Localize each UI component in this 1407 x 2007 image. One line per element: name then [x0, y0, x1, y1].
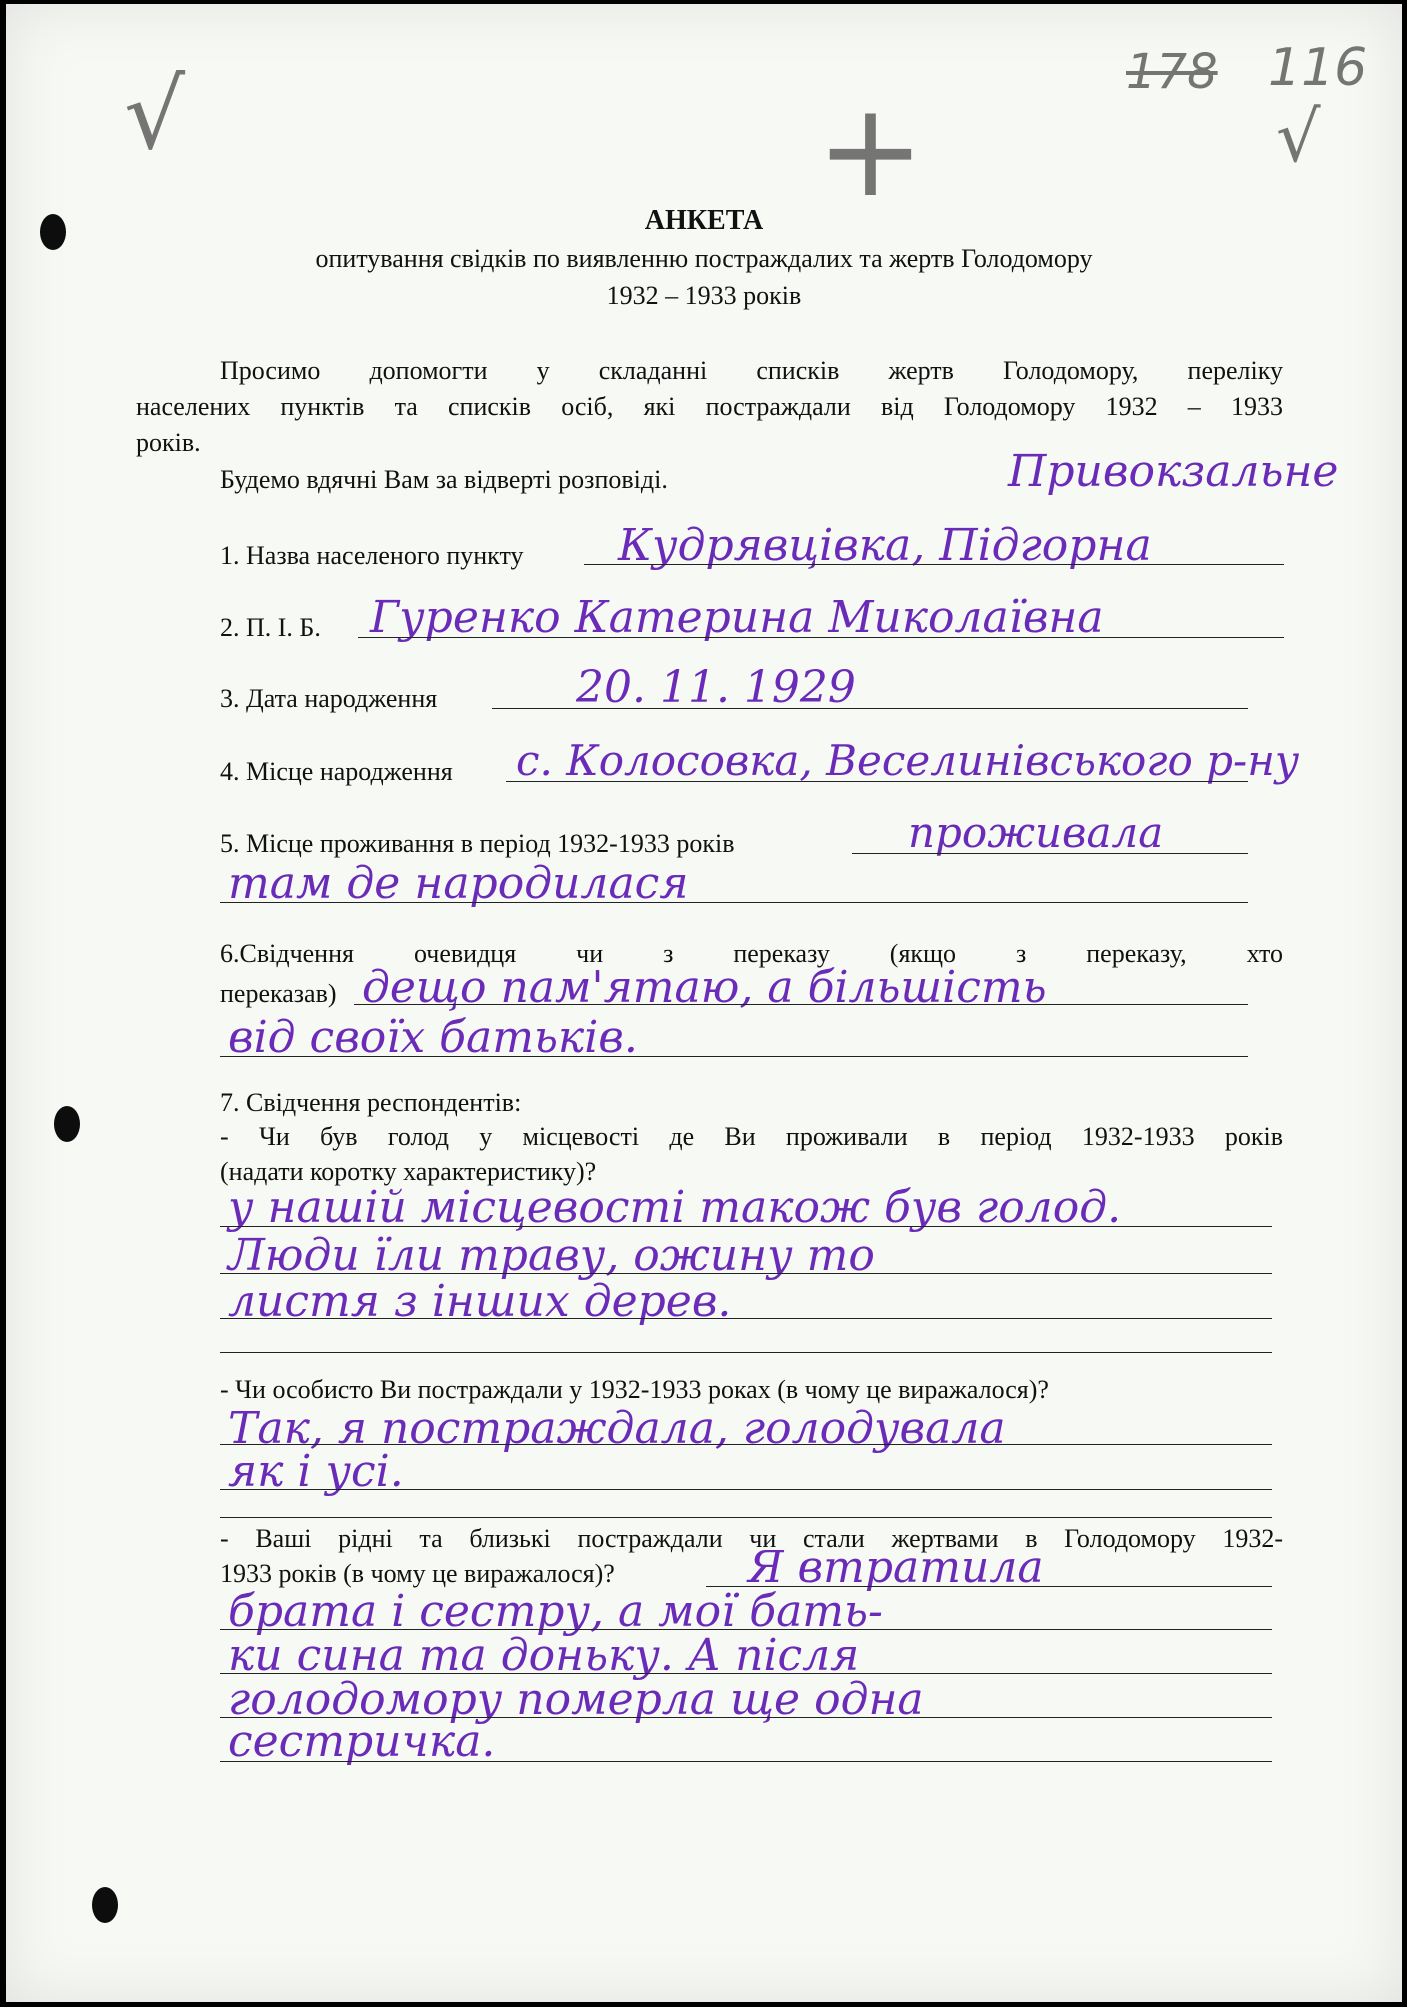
- q4-underline: [506, 781, 1248, 782]
- q7a-underline-2: [220, 1273, 1272, 1274]
- q5-answer-2: там де народилася: [228, 858, 689, 909]
- pencil-old-number: 178: [1126, 44, 1218, 100]
- pencil-number: 116: [1268, 38, 1368, 98]
- q7b-underline-1: [220, 1444, 1272, 1445]
- q6-underline-1: [354, 1004, 1248, 1005]
- q4-label: 4. Місце народження: [220, 757, 453, 786]
- questionnaire-sheet: [6, 4, 1402, 2002]
- page-subtitle-2: 1932 – 1933 років: [606, 281, 802, 310]
- q7c-underline-5: [220, 1761, 1272, 1762]
- pencil-cross-mark: +: [816, 74, 925, 226]
- q7a-answer-3: листя з інших дерев.: [228, 1276, 732, 1327]
- q7c-answer-5: сестричка.: [228, 1716, 496, 1767]
- intro-line-1: Просимо допомогти у складанні списків жертв Голодомору, переліку: [220, 356, 1283, 385]
- q7b-label: - Чи особисто Ви постраждали у 1932-1933 роках (в чому це виражалося)?: [220, 1375, 1049, 1404]
- q7c-label-2: 1933 років (в чому це виражалося)?: [220, 1559, 615, 1588]
- pencil-check-mark: √: [124, 59, 186, 171]
- q5-answer-1: проживала: [908, 808, 1164, 857]
- q7b-answer-2: як і усі.: [228, 1446, 404, 1497]
- q7c-answer-4: голодомору померла ще одна: [228, 1674, 924, 1725]
- q7a-underline-1: [220, 1226, 1272, 1227]
- q7a-underline-3: [220, 1318, 1272, 1319]
- q7a-answer-1: у нашій місцевості також був голод.: [228, 1182, 1122, 1233]
- q2-underline: [358, 637, 1284, 638]
- q6-underline-2: [220, 1056, 1248, 1057]
- q7a-label-1: - Чи був голод у місцевості де Ви проживали в період 1932-1933 років: [220, 1122, 1283, 1151]
- q3-label: 3. Дата народження: [220, 684, 438, 713]
- q1-label: 1. Назва населеного пункту: [220, 541, 524, 570]
- punch-hole-bottom: [92, 1887, 118, 1923]
- q2-answer: Гуренко Катерина Миколаївна: [370, 592, 1104, 643]
- q6-label-1: 6.Свідчення очевидця чи з переказу (якщо з переказу, хто: [220, 939, 1283, 968]
- q4-answer: с. Колосовка, Веселинівського р-ну: [516, 736, 1300, 785]
- page-subtitle-1: опитування свідків по виявленню постраждалих та жертв Голодомору: [315, 244, 1093, 273]
- q7b-underline-3: [220, 1517, 1272, 1518]
- page-title: АНКЕТА: [644, 205, 764, 236]
- q2-label: 2. П. І. Б.: [220, 613, 321, 642]
- q5-label: 5. Місце проживання в період 1932-1933 років: [220, 829, 735, 858]
- q7c-answer-1: Я втратила: [748, 1542, 1044, 1593]
- q7a-answer-2: Люди їли траву, ожину то: [228, 1230, 875, 1281]
- punch-hole-middle: [54, 1106, 80, 1142]
- q7c-answer-2: брата і сестру, а мої бать-: [228, 1586, 883, 1637]
- intro-line-3: років.: [136, 428, 201, 457]
- q1-answer: Кудрявцівка, Підгорна: [618, 520, 1152, 571]
- q1-answer-top: Привокзальне: [1008, 446, 1339, 497]
- q7c-answer-3: ки сина та доньку. А після: [228, 1630, 860, 1681]
- q5-underline-1: [852, 853, 1248, 854]
- intro-line-2: населених пунктів та списків осіб, які постраждали від Голодомору 1932 – 1933: [136, 392, 1283, 421]
- q3-underline: [492, 708, 1248, 709]
- intro-line-4: Будемо вдячні Вам за відверті розповіді.: [220, 465, 668, 494]
- q7a-underline-4: [220, 1352, 1272, 1353]
- q1-underline: [584, 564, 1284, 565]
- q7c-label-1: - Ваші рідні та близькі постраждали чи стали жертвами в Голодомору 1932-: [220, 1524, 1283, 1553]
- q6-answer-2: від своїх батьків.: [228, 1012, 638, 1063]
- q7-label: 7. Свідчення респондентів:: [220, 1088, 522, 1117]
- q7a-label-2: (надати коротку характеристику)?: [220, 1157, 597, 1186]
- pencil-check-mark-2: √: [1276, 96, 1321, 178]
- q3-answer: 20. 11. 1929: [576, 662, 856, 713]
- q7b-answer-1: Так, я постраждала, голодувала: [228, 1403, 1006, 1454]
- q5-underline-2: [220, 902, 1248, 903]
- q6-label-2: переказав): [220, 979, 337, 1008]
- q7b-underline-2: [220, 1489, 1272, 1490]
- q6-answer-1: дещо пам'ятаю, а більшість: [362, 962, 1047, 1013]
